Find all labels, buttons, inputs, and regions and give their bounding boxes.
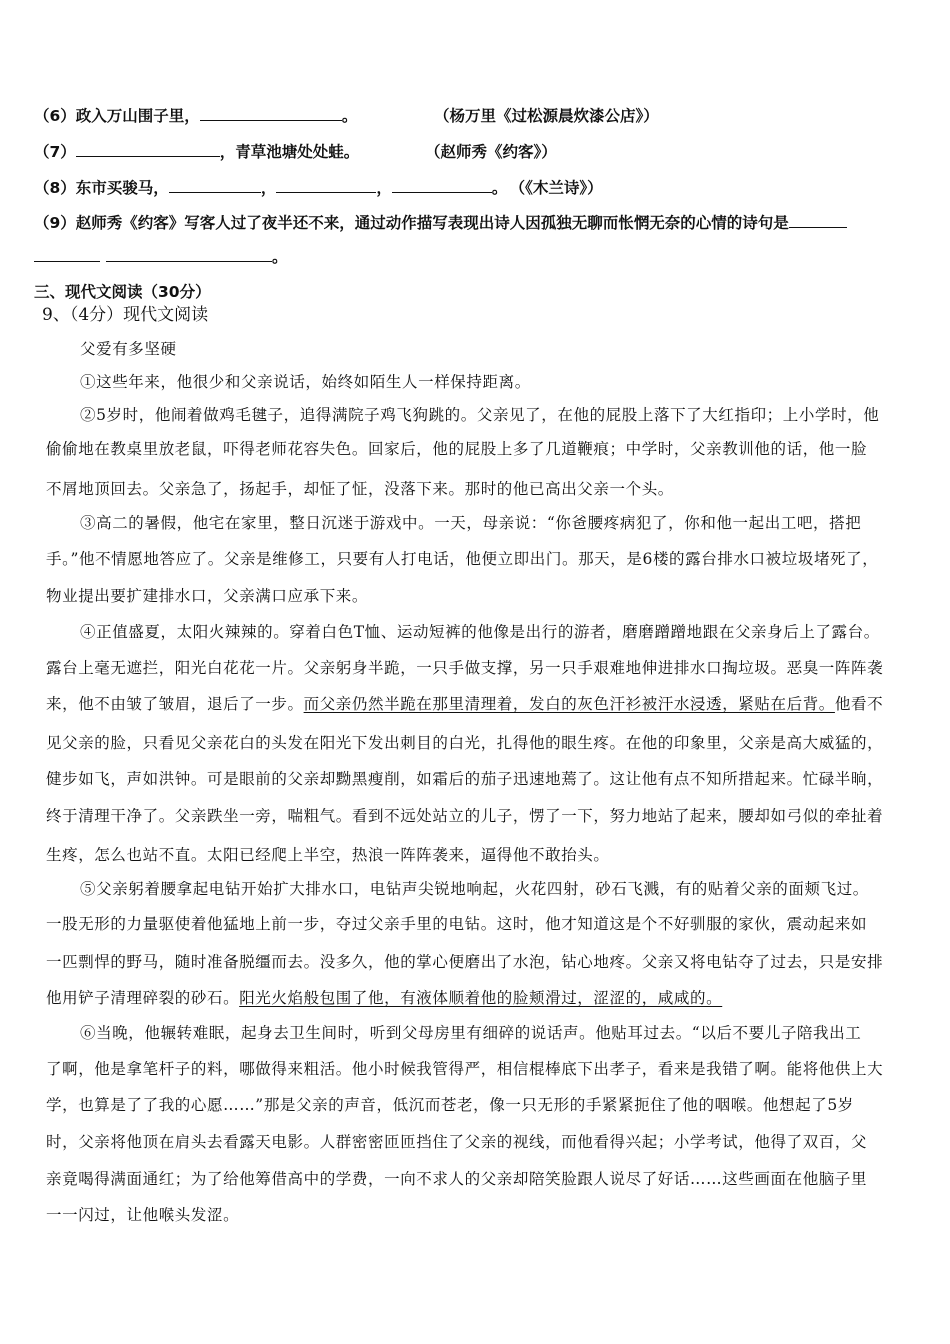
poetry-text: 赵师秀《约客》写客人过了夜半还不来，通过动作描写表现出诗人因孤独无聊而怅惘无奈的心情的诗句是 (75, 214, 789, 232)
paragraph-line: ③高二的暑假，他宅在家里，整日沉迷于游戏中。一天，母亲说：“你爸腰疼病犯了，你和他一起出工吧，搭把 (80, 514, 862, 532)
paragraph-line: 了啊，他是拿笔杆子的料，哪做得来粗活。他小时候我管得严，相信棍棒底下出孝子，看来是我错了啊。能将他供上大 (46, 1060, 884, 1078)
paragraph-line: 手。”他不情愿地答应了。父亲是维修工，只要有人打电话，他便立即出门。那天，是6楼的露台排水口被垃圾堵死了， (46, 550, 879, 568)
question-number: （8） (34, 179, 76, 197)
text-segment: 他看不 (834, 695, 884, 713)
underlined-sentence: 阳光火焰般包围了他，有液体顺着他的脸颊滑过，涩涩的，咸咸的。 (239, 989, 723, 1007)
paragraph-line: 健步如飞，声如洪钟。可是眼前的父亲却黝黑瘦削，如霜后的茄子迅速地蔫了。这让他有点不知所措起来。忙碌半晌， (46, 770, 884, 788)
question-label: 9、（4分）现代文阅读 (42, 305, 209, 325)
paragraph-line: 偷偷地在教桌里放老鼠，吓得老师花容失色。回家后，他的屁股上多了几道鞭痕；中学时，父亲教训他的话，他一脸 (46, 440, 868, 458)
paragraph-line: ②5岁时，他闹着做鸡毛毽子，追得满院子鸡飞狗跳的。父亲见了，在他的屁股上落下了大红指印；上小学时，他 (80, 406, 880, 424)
paragraph-line: ④正值盛夏，太阳火辣辣的。穿着白色T恤、运动短裤的他像是出行的游者，磨磨蹭蹭地跟在父亲身后上了露台。 (80, 623, 880, 641)
section-title: 三、现代文阅读（30分） (34, 283, 211, 301)
answer-blank[interactable] (34, 245, 100, 262)
poetry-punct: 。 (491, 179, 508, 197)
poetry-source-7: （赵师秀《约客》） (425, 143, 557, 161)
paragraph-line: 亲竟喝得满面通红；为了给他筹借高中的学费，一向不求人的父亲却陪笑脸跟人说尽了好话……这些画面在他脑子里 (46, 1170, 868, 1188)
paragraph-line: 一股无形的力量驱使着他猛地上前一步，夺过父亲手里的电钻。这时，他才知道这是个不好驯服的家伙，震动起来如 (46, 915, 868, 933)
poetry-line-8 (34, 176, 603, 198)
poetry-punct: ， (260, 179, 277, 197)
poetry-punct: 。 (272, 248, 288, 266)
answer-blank[interactable] (106, 245, 272, 262)
answer-blank[interactable] (789, 211, 847, 228)
text-segment: 他用铲子清理碎裂的砂石。 (46, 989, 240, 1007)
poetry-line-9 (34, 211, 847, 233)
underlined-sentence: 而父亲仍然半跪在那里清理着，发白的灰色汗衫被汗水浸透，紧贴在后背。 (303, 695, 835, 713)
paragraph-line: ⑤父亲躬着腰拿起电钻开始扩大排水口，电钻声尖锐地响起，火花四射，砂石飞溅，有的贴着父亲的面颊飞过。 (80, 880, 869, 898)
paragraph-line: 生疼，怎么也站不直。太阳已经爬上半空，热浪一阵阵袭来，逼得他不敢抬头。 (46, 846, 610, 864)
paragraph-line: 物业提出要扩建排水口，父亲满口应承下来。 (46, 587, 369, 605)
paragraph-line (46, 986, 722, 1008)
answer-blank[interactable] (76, 140, 220, 157)
question-number: （6） (34, 107, 76, 125)
paragraph-line (46, 692, 883, 714)
poetry-text: 政入万山围子里， (75, 107, 200, 125)
paragraph-line: 见父亲的脸，只看见父亲花白的头发在阳光下发出刺目的白光，扎得他的眼生疼。在他的印象里，父亲是高大威猛的， (46, 734, 884, 752)
paragraph-line: 时，父亲将他顶在肩头去看露天电影。人群密密匝匝挡住了父亲的视线，而他看得兴起；小学考试，他得了双百，父 (46, 1133, 868, 1151)
answer-blank[interactable] (392, 176, 492, 193)
poetry-text: 东市买骏马， (75, 179, 169, 197)
poetry-source-6: （杨万里《过松源晨炊漆公店》） (434, 107, 659, 125)
poetry-line-6 (34, 104, 357, 126)
answer-blank[interactable] (276, 176, 376, 193)
paragraph-line: 一一闪过，让他喉头发涩。 (46, 1206, 240, 1224)
paragraph-line: ⑥当晚，他辗转难眠，起身去卫生间时，听到父母房里有细碎的说话声。他贴耳过去。“以后不要儿子陪我出工 (80, 1024, 862, 1042)
question-number: （7） (34, 143, 76, 161)
poetry-line-9-cont (34, 245, 288, 267)
question-number: （9） (34, 214, 76, 232)
text-segment: 来，他不由皱了皱眉，退后了一步。 (46, 695, 304, 713)
paragraph-line: 露台上毫无遮拦，阳光白花花一片。父亲躬身半跪，一只手做支撑，另一只手艰难地伸进排水口掏垃圾。恶臭一阵阵袭 (46, 659, 884, 677)
poetry-punct: 。 (341, 107, 358, 125)
poetry-line-7 (34, 140, 359, 162)
answer-blank[interactable] (200, 104, 342, 121)
article-title: 父爱有多坚硬 (80, 340, 177, 358)
poetry-source-8: （《木兰诗》） (517, 179, 603, 197)
paragraph-line: ①这些年来，他很少和父亲说话，始终如陌生人一样保持距离。 (80, 373, 531, 391)
poetry-punct: ， (376, 179, 392, 197)
paragraph-line: 一匹剽悍的野马，随时准备脱缰而去。没多久，他的掌心便磨出了水泡，钻心地疼。父亲又将电钻夺了过去，只是安排 (46, 953, 884, 971)
paragraph-line: 不屑地顶回去。父亲急了，扬起手，却怔了怔，没落下来。那时的他已高出父亲一个头。 (46, 480, 674, 498)
answer-blank[interactable] (169, 176, 261, 193)
poetry-text: ，青草池塘处处蛙。 (219, 143, 360, 161)
paragraph-line: 终于清理干净了。父亲跌坐一旁，喘粗气。看到不远处站立的儿子，愣了一下，努力地站了起来，腰却如弓似的牵扯着 (46, 807, 884, 825)
paragraph-line: 学，也算是了了我的心愿……”那是父亲的声音，低沉而苍老，像一只无形的手紧紧扼住了他的咽喉。他想起了5岁 (46, 1096, 854, 1114)
